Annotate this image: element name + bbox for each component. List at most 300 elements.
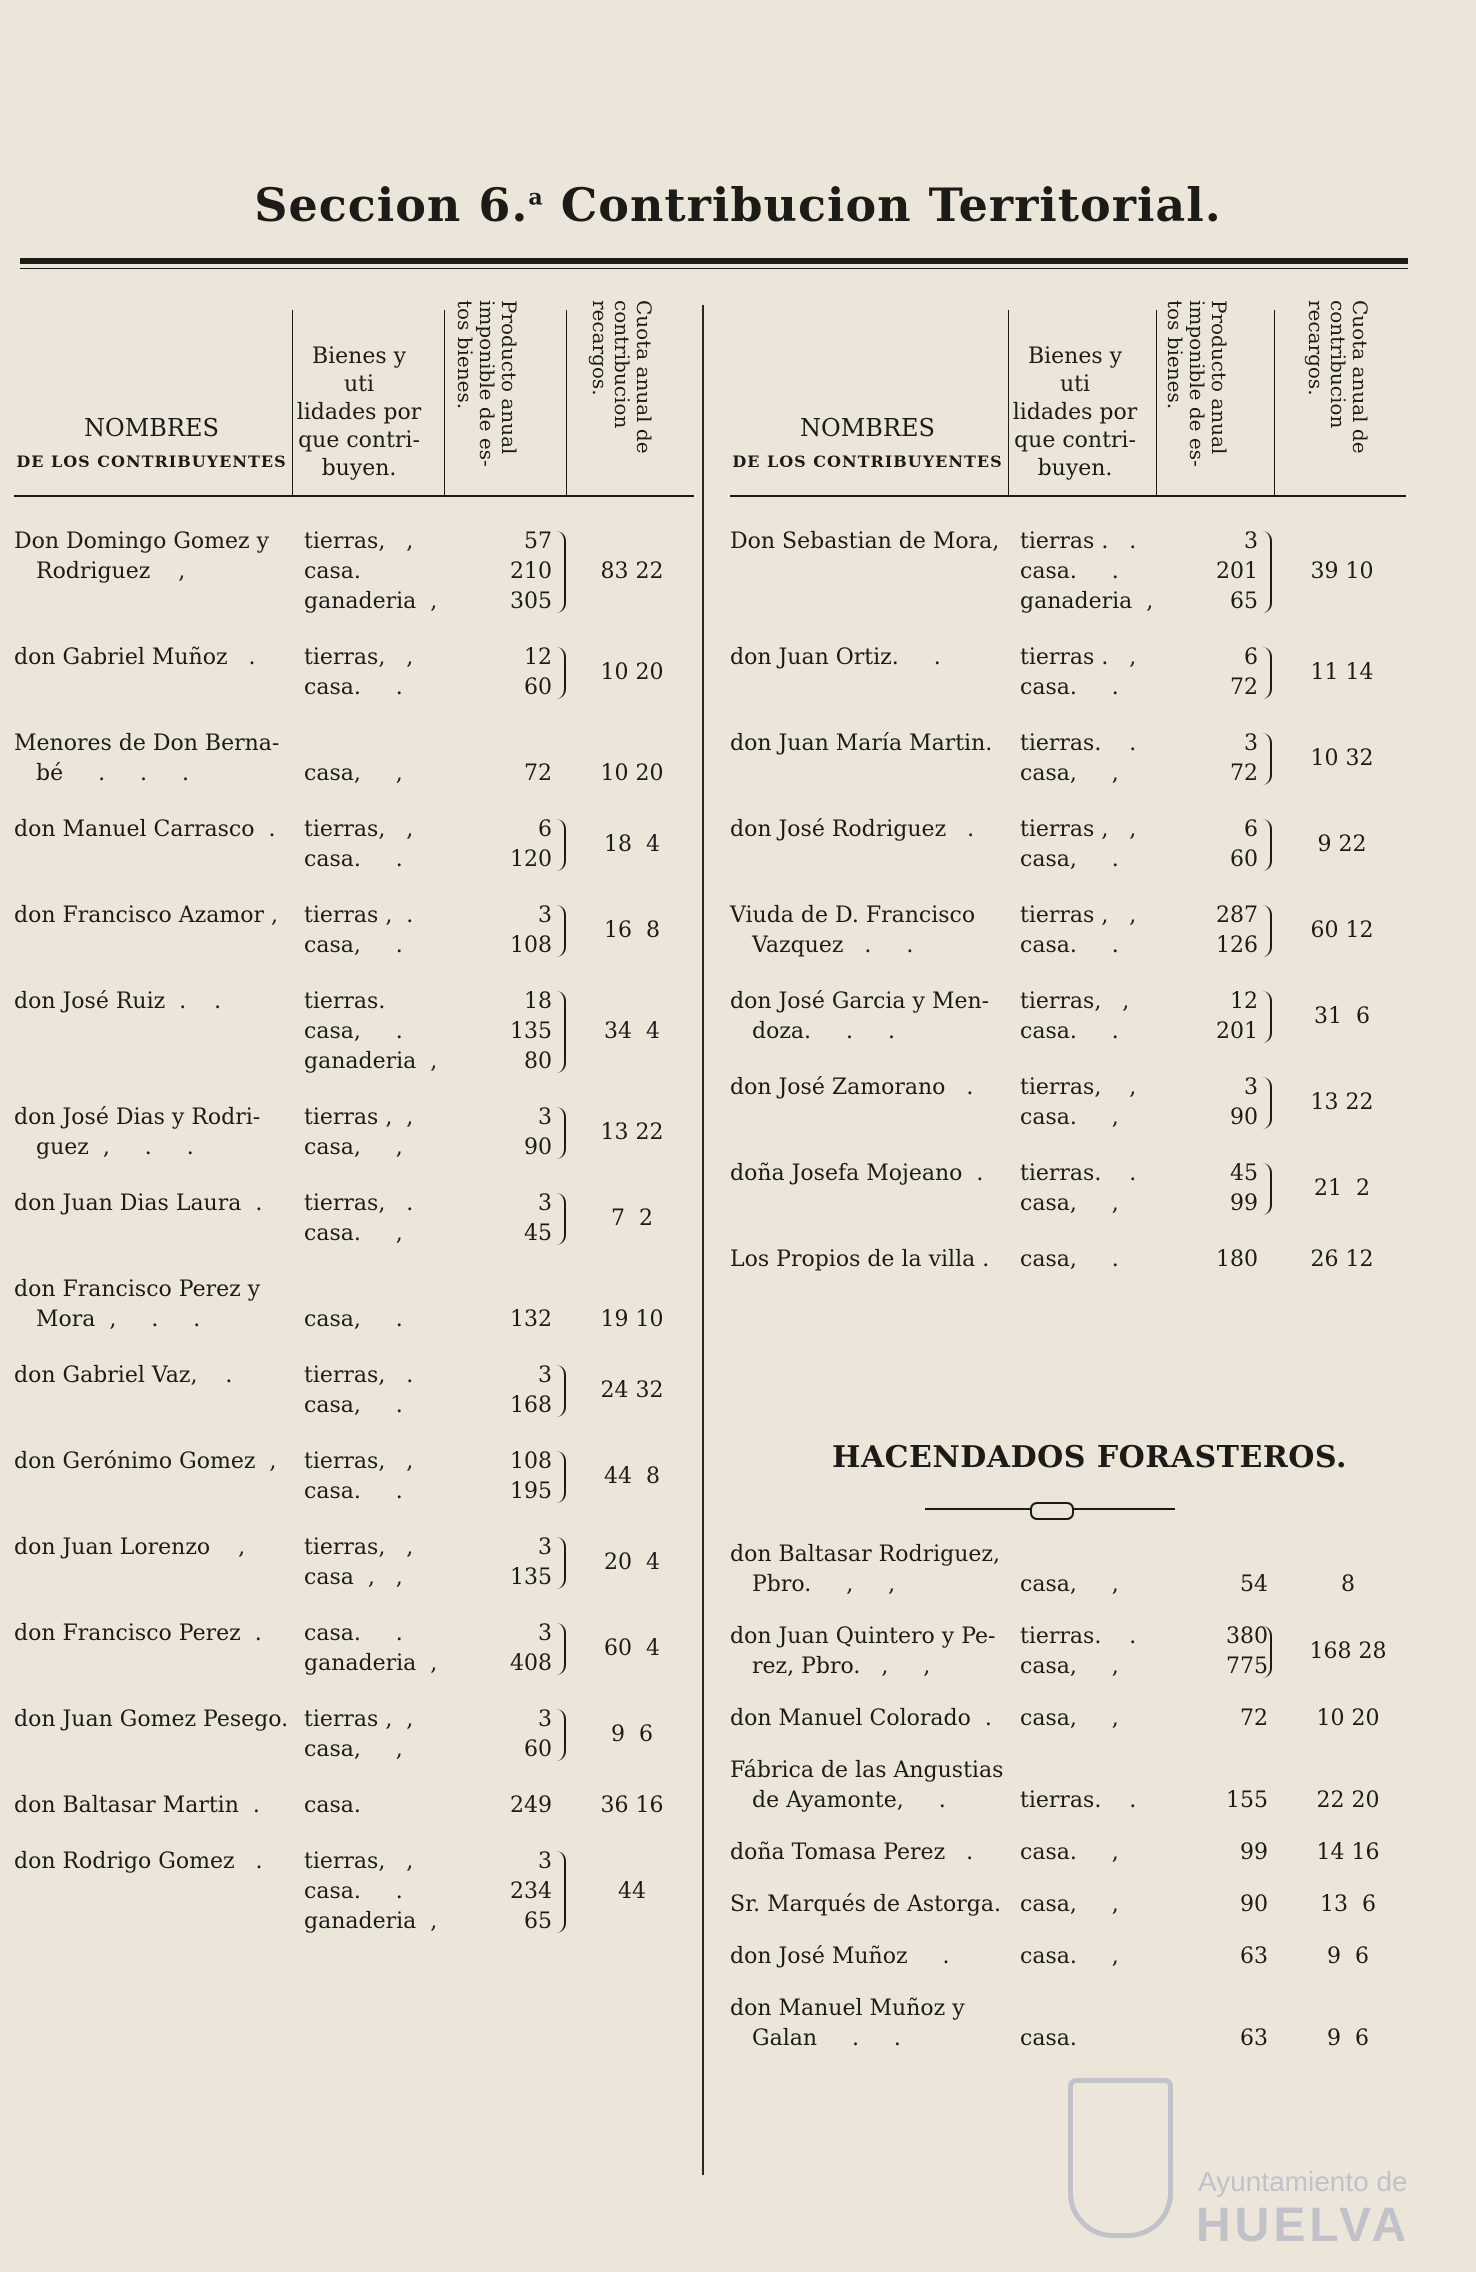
property-types	[304, 1705, 444, 1765]
contributor-name-line: rez, Pbro. , ,	[752, 1654, 931, 1679]
annual-product-value: 3	[538, 1535, 552, 1560]
annual-product	[452, 527, 552, 617]
annual-quota: 60 4	[604, 1636, 660, 1661]
header-nombres	[730, 411, 1005, 479]
property-type: casa. .	[304, 1879, 403, 1904]
brace-icon	[556, 905, 566, 957]
table-row	[14, 1533, 694, 1593]
table-row	[730, 815, 1406, 875]
annual-quota: 31 6	[1314, 1004, 1370, 1029]
contributor-name-line: Don Domingo Gomez y	[14, 529, 270, 554]
property-type: casa, ,	[304, 1737, 403, 1762]
contributor-name	[14, 1189, 299, 1219]
title-rule-thin	[20, 268, 1408, 269]
annual-quota: 19 10	[600, 1307, 664, 1332]
brace-icon	[556, 991, 566, 1073]
right-column	[730, 290, 1406, 1301]
header-vline	[444, 310, 445, 495]
table-row	[730, 1622, 1406, 1682]
header-producto	[454, 300, 520, 480]
annual-product-value: 6	[538, 817, 552, 842]
property-type: casa.	[1020, 2026, 1077, 2051]
property-type: casa. ,	[1020, 1840, 1119, 1865]
header-bienes	[294, 343, 424, 483]
contributor-name-line: doña Josefa Mojeano .	[730, 1161, 984, 1186]
header-bienes-line: buyen.	[321, 456, 397, 481]
property-type: casa.	[304, 559, 361, 584]
forasteros-title: HACENDADOS FORASTEROS.	[832, 1440, 1347, 1475]
brace-icon	[1262, 1626, 1272, 1678]
contributor-name-line: don José Dias y Rodri-	[14, 1105, 261, 1130]
annual-product	[1160, 815, 1258, 875]
annual-product	[452, 1705, 552, 1765]
contributor-name	[14, 729, 299, 789]
annual-product-value: 168	[510, 1393, 552, 1418]
property-types	[1020, 815, 1160, 875]
contributor-name	[14, 815, 299, 845]
contributor-name-line: bé . . .	[36, 761, 189, 786]
contributor-name	[14, 527, 299, 587]
contributor-name-line: don Juan Gomez Pesego.	[14, 1707, 289, 1732]
property-type: casa, .	[304, 1019, 403, 1044]
property-type: tierras, ,	[1020, 1075, 1137, 1100]
table-row	[14, 987, 694, 1077]
property-type: tierras . .	[1020, 529, 1137, 554]
annual-product	[452, 987, 552, 1077]
annual-quota: 34 4	[604, 1019, 660, 1044]
contributor-name	[14, 987, 299, 1017]
property-type: tierras, ,	[304, 817, 414, 842]
contributor-name-line: doza. . .	[752, 1019, 895, 1044]
property-types	[1020, 987, 1160, 1047]
contributor-name-line: don Juan María Martin.	[730, 731, 993, 756]
header-cuota-line: Cuota anual de	[1348, 300, 1372, 454]
property-type: casa. .	[304, 847, 403, 872]
annual-product	[1160, 729, 1258, 789]
annual-product-value: 305	[510, 589, 552, 614]
contributor-name	[14, 1791, 299, 1821]
contributor-name-line: Fábrica de las Angustias	[730, 1758, 1004, 1783]
property-type: casa, ,	[304, 761, 403, 786]
contributor-name-line: don Gabriel Muñoz .	[14, 645, 256, 670]
table-row	[14, 527, 694, 617]
annual-product-value: 3	[1244, 731, 1258, 756]
annual-quota: 60 12	[1310, 918, 1374, 943]
brace-icon	[1262, 647, 1272, 699]
header-producto-line: Producto anual	[497, 300, 521, 455]
annual-product-value: 3	[1244, 1075, 1258, 1100]
property-types	[1020, 643, 1160, 703]
annual-product	[452, 901, 552, 961]
contributor-name-line: don Manuel Muñoz y	[730, 1996, 965, 2021]
annual-product-value: 120	[510, 847, 552, 872]
brace-icon	[1262, 733, 1272, 785]
table-row	[730, 1159, 1406, 1219]
contributor-name	[730, 987, 1025, 1047]
contributor-name-line: don Francisco Perez y	[14, 1277, 261, 1302]
header-bienes-line: que contri-	[1014, 428, 1136, 453]
property-types	[1020, 1570, 1160, 1600]
annual-product-value: 3	[538, 1621, 552, 1646]
annual-quota: 9 6	[1327, 1944, 1369, 1969]
contributor-name-line: don Gabriel Vaz, .	[14, 1363, 233, 1388]
right-header	[730, 290, 1406, 497]
annual-product	[1168, 1570, 1268, 1600]
table-row	[730, 643, 1406, 703]
annual-product-value: 63	[1240, 1944, 1268, 1969]
contributor-name-line: don Juan Lorenzo ,	[14, 1535, 246, 1560]
property-types	[1020, 1890, 1160, 1920]
brace-icon	[556, 1709, 566, 1761]
title-sup: a	[528, 184, 544, 211]
property-types	[304, 1533, 444, 1593]
property-types	[304, 987, 444, 1077]
property-type: tierras , ,	[1020, 817, 1137, 842]
table-row	[14, 1705, 694, 1765]
header-producto-line: imponible de es-	[475, 300, 499, 467]
property-type: ganaderia ,	[304, 1049, 438, 1074]
header-cuota	[589, 300, 655, 480]
header-nombres-label: NOMBRES	[84, 414, 219, 442]
annual-quota: 24 32	[600, 1378, 664, 1403]
property-type: tierras. .	[1020, 1624, 1137, 1649]
contributor-name-line: de Ayamonte, .	[752, 1788, 946, 1813]
annual-product-value: 12	[524, 645, 552, 670]
contributor-name-line: don José Ruiz . .	[14, 989, 222, 1014]
annual-product-value: 60	[1230, 847, 1258, 872]
annual-product-value: 99	[1240, 1840, 1268, 1865]
annual-product	[1168, 2024, 1268, 2054]
table-row	[730, 1245, 1406, 1275]
title-rule-thick	[20, 258, 1408, 264]
table-row	[730, 987, 1406, 1047]
annual-product	[1160, 1159, 1258, 1219]
contributor-name-line: Viuda de D. Francisco	[730, 903, 976, 928]
header-producto-line: tos bienes.	[1163, 300, 1187, 410]
annual-product-value: 408	[510, 1651, 552, 1676]
annual-product-value: 775	[1226, 1654, 1268, 1679]
annual-product-value: 72	[1240, 1706, 1268, 1731]
annual-product	[1160, 1245, 1258, 1275]
brace-icon	[556, 1365, 566, 1417]
annual-product	[452, 1103, 552, 1163]
annual-product	[1160, 1073, 1258, 1133]
table-row	[730, 1540, 1406, 1600]
contributor-name-line: don Baltasar Rodriguez,	[730, 1542, 1000, 1567]
annual-product-value: 60	[524, 675, 552, 700]
annual-product-value: 3	[538, 1363, 552, 1388]
header-bienes-line: lidades por	[1012, 400, 1138, 425]
title-rest: Contribucion Territorial.	[560, 178, 1222, 232]
brace-icon	[556, 1623, 566, 1675]
annual-product-value: 12	[1230, 989, 1258, 1014]
page-title	[0, 178, 1476, 232]
property-types	[304, 1189, 444, 1249]
annual-product	[1160, 527, 1258, 617]
annual-product	[452, 1847, 552, 1937]
contributor-name-line: Rodriguez ,	[36, 559, 186, 584]
property-type: casa. ,	[1020, 1105, 1119, 1130]
property-types	[304, 1305, 444, 1335]
table-row	[14, 815, 694, 875]
annual-quota: 22 20	[1316, 1788, 1380, 1813]
header-bienes-line: Bienes y uti	[311, 344, 407, 397]
annual-product	[1168, 1942, 1268, 1972]
left-column	[14, 290, 694, 1963]
annual-product	[452, 1791, 552, 1821]
property-types	[1020, 1838, 1160, 1868]
annual-product-value: 234	[510, 1879, 552, 1904]
contributor-name	[730, 1704, 1015, 1734]
property-type: casa.	[304, 1793, 361, 1818]
brace-icon	[556, 531, 566, 613]
table-row	[14, 1619, 694, 1679]
annual-product-value: 3	[538, 1191, 552, 1216]
brace-icon	[556, 1107, 566, 1159]
annual-product-value: 135	[510, 1565, 552, 1590]
property-type: casa, .	[304, 1307, 403, 1332]
annual-quota: 21 2	[1314, 1176, 1370, 1201]
annual-product-value: 80	[524, 1049, 552, 1074]
annual-product-value: 135	[510, 1019, 552, 1044]
contributor-name	[730, 815, 1025, 845]
table-row	[730, 527, 1406, 617]
table-row	[730, 1838, 1406, 1868]
table-row	[14, 1847, 694, 1937]
property-type: casa. .	[304, 1621, 403, 1646]
contributor-name-line: don José Garcia y Men-	[730, 989, 990, 1014]
property-type: casa, ,	[1020, 1892, 1119, 1917]
annual-product-value: 90	[1230, 1105, 1258, 1130]
contributor-name-line: Galan . .	[752, 2026, 901, 2051]
annual-product	[1160, 987, 1258, 1047]
contributor-name	[14, 1103, 299, 1163]
contributor-name	[14, 1361, 299, 1391]
forasteros-rows	[730, 1540, 1406, 2076]
property-types	[304, 901, 444, 961]
header-vline	[1008, 310, 1009, 495]
property-type: tierras , ,	[304, 1105, 414, 1130]
property-types	[304, 527, 444, 617]
property-type: ganaderia ,	[304, 1651, 438, 1676]
annual-quota: 9 22	[1317, 832, 1367, 857]
brace-icon	[1262, 991, 1272, 1043]
contributor-name-line: Mora , . .	[36, 1307, 201, 1332]
table-row	[730, 901, 1406, 961]
header-cuota-line: recargos.	[1304, 300, 1328, 396]
annual-quota: 44 8	[604, 1464, 660, 1489]
logo-line2: HUELVA	[1196, 2199, 1411, 2252]
property-type: casa. .	[1020, 1019, 1119, 1044]
annual-product	[1168, 1704, 1268, 1734]
table-row	[14, 1791, 694, 1821]
property-type: casa. ,	[1020, 1944, 1119, 1969]
property-types	[1020, 2024, 1160, 2054]
table-row	[14, 1189, 694, 1249]
property-type: tierras.	[304, 989, 386, 1014]
contributor-name	[730, 1942, 1015, 1972]
header-nombres-label: NOMBRES	[800, 414, 935, 442]
contributor-name-line: Menores de Don Berna-	[14, 731, 280, 756]
table-row	[730, 1756, 1406, 1816]
annual-quota: 14 16	[1316, 1840, 1380, 1865]
table-row	[14, 729, 694, 789]
contributor-name	[14, 1275, 299, 1335]
annual-quota: 10 20	[600, 660, 664, 685]
brace-icon	[556, 647, 566, 699]
annual-product-value: 3	[538, 1849, 552, 1874]
contributor-name	[14, 1847, 299, 1877]
brace-icon	[1262, 819, 1272, 871]
annual-product	[452, 1189, 552, 1249]
property-types	[304, 815, 444, 875]
annual-quota: 8	[1341, 1572, 1355, 1597]
contributor-name	[730, 1159, 1025, 1189]
annual-product-value: 3	[1244, 529, 1258, 554]
annual-product	[452, 643, 552, 703]
header-contribuyentes-label: DE LOS CONTRIBUYENTES	[16, 452, 287, 471]
ornament-divider	[925, 1508, 1175, 1510]
contributor-name	[730, 901, 1025, 961]
property-type: ganaderia ,	[1020, 589, 1154, 614]
property-type: tierras, ,	[304, 1535, 414, 1560]
annual-product	[1160, 643, 1258, 703]
contributor-name-line: don Francisco Azamor ,	[14, 903, 278, 928]
contributor-name	[730, 1540, 1015, 1600]
annual-quota: 36 16	[600, 1793, 664, 1818]
table-row	[730, 1942, 1406, 1972]
annual-quota: 7 2	[611, 1206, 653, 1231]
annual-product-value: 132	[510, 1307, 552, 1332]
annual-product-value: 287	[1216, 903, 1258, 928]
annual-product	[452, 815, 552, 875]
brace-icon	[556, 819, 566, 871]
contributor-name-line: don José Rodriguez .	[730, 817, 975, 842]
annual-product-value: 60	[524, 1737, 552, 1762]
contributor-name-line: Pbro. , ,	[752, 1572, 896, 1597]
property-type: ganaderia ,	[304, 1909, 438, 1934]
annual-product	[1168, 1838, 1268, 1868]
header-bienes	[1010, 343, 1140, 483]
left-header	[14, 290, 694, 497]
contributor-name	[730, 1756, 1015, 1816]
property-types	[304, 1447, 444, 1507]
annual-product-value: 195	[510, 1479, 552, 1504]
header-cuota-line: contribucion	[1326, 300, 1350, 429]
annual-quota: 168 28	[1309, 1639, 1387, 1664]
annual-quota: 44	[618, 1879, 646, 1904]
annual-product-value: 249	[510, 1793, 552, 1818]
header-bienes-line: Bienes y uti	[1027, 344, 1123, 397]
table-row	[14, 1361, 694, 1421]
header-cuota-line: Cuota anual de	[632, 300, 656, 454]
annual-product-value: 90	[1240, 1892, 1268, 1917]
annual-product-value: 155	[1226, 1788, 1268, 1813]
annual-product-value: 65	[524, 1909, 552, 1934]
property-type: tierras , .	[304, 903, 414, 928]
contributor-name-line: don Manuel Colorado .	[730, 1706, 992, 1731]
header-vline	[566, 310, 567, 495]
annual-product-value: 57	[524, 529, 552, 554]
property-type: tierras , ,	[1020, 903, 1137, 928]
property-type: casa, .	[1020, 847, 1119, 872]
property-types	[1020, 1622, 1160, 1682]
property-types	[1020, 1942, 1160, 1972]
property-type: casa. .	[1020, 933, 1119, 958]
header-vline	[1274, 310, 1275, 495]
city-shield-icon	[1068, 2078, 1173, 2238]
annual-product-value: 6	[1244, 817, 1258, 842]
contributor-name	[14, 643, 299, 673]
header-cuota-line: recargos.	[588, 300, 612, 396]
property-type: casa, ,	[304, 1135, 403, 1160]
right-rows	[730, 527, 1406, 1301]
brace-icon	[1262, 1163, 1272, 1215]
property-type: tierras, .	[304, 1191, 414, 1216]
annual-product-value: 65	[1230, 589, 1258, 614]
annual-quota: 18 4	[604, 832, 660, 857]
brace-icon	[556, 1537, 566, 1589]
contributor-name-line: don Juan Ortiz. .	[730, 645, 941, 670]
property-types	[1020, 901, 1160, 961]
annual-quota: 26 12	[1310, 1247, 1374, 1272]
contributor-name-line: guez , . .	[36, 1135, 194, 1160]
contributor-name-line: don Francisco Perez .	[14, 1621, 262, 1646]
annual-product-value: 45	[1230, 1161, 1258, 1186]
property-types	[304, 1791, 444, 1821]
property-types	[304, 759, 444, 789]
contributor-name	[14, 1619, 299, 1649]
table-row	[14, 1103, 694, 1163]
annual-product	[452, 759, 552, 789]
contributor-name-line: don José Muñoz .	[730, 1944, 950, 1969]
contributor-name	[14, 1705, 299, 1735]
property-type: casa. ,	[304, 1221, 403, 1246]
contributor-name	[730, 527, 1025, 557]
contributor-name	[730, 1622, 1015, 1682]
annual-product-value: 6	[1244, 645, 1258, 670]
annual-product-value: 201	[1216, 559, 1258, 584]
contributor-name	[730, 1245, 1025, 1275]
annual-product-value: 3	[538, 1707, 552, 1732]
header-producto	[1164, 300, 1230, 480]
contributor-name	[730, 643, 1025, 673]
header-producto-line: tos bienes.	[453, 300, 477, 410]
column-divider	[702, 305, 704, 2175]
title-main: Seccion 6.	[254, 178, 529, 232]
contributor-name-line: don José Zamorano .	[730, 1075, 974, 1100]
property-type: casa, .	[1020, 1247, 1119, 1272]
ornament-knot-icon	[1030, 1502, 1074, 1520]
header-producto-line: imponible de es-	[1185, 300, 1209, 467]
annual-product	[452, 1533, 552, 1593]
property-type: casa, .	[304, 1393, 403, 1418]
contributor-name	[14, 901, 299, 931]
annual-product-value: 18	[524, 989, 552, 1014]
property-types	[1020, 1704, 1160, 1734]
property-types	[1020, 1073, 1160, 1133]
property-type: tierras. .	[1020, 731, 1137, 756]
annual-product	[452, 1619, 552, 1679]
contributor-name	[730, 1838, 1015, 1868]
table-row	[14, 1447, 694, 1507]
annual-product-value: 210	[510, 559, 552, 584]
brace-icon	[1262, 531, 1272, 613]
property-type: tierras , ,	[304, 1707, 414, 1732]
contributor-name-line: Sr. Marqués de Astorga.	[730, 1892, 1001, 1917]
brace-icon	[556, 1193, 566, 1245]
annual-product-value: 45	[524, 1221, 552, 1246]
